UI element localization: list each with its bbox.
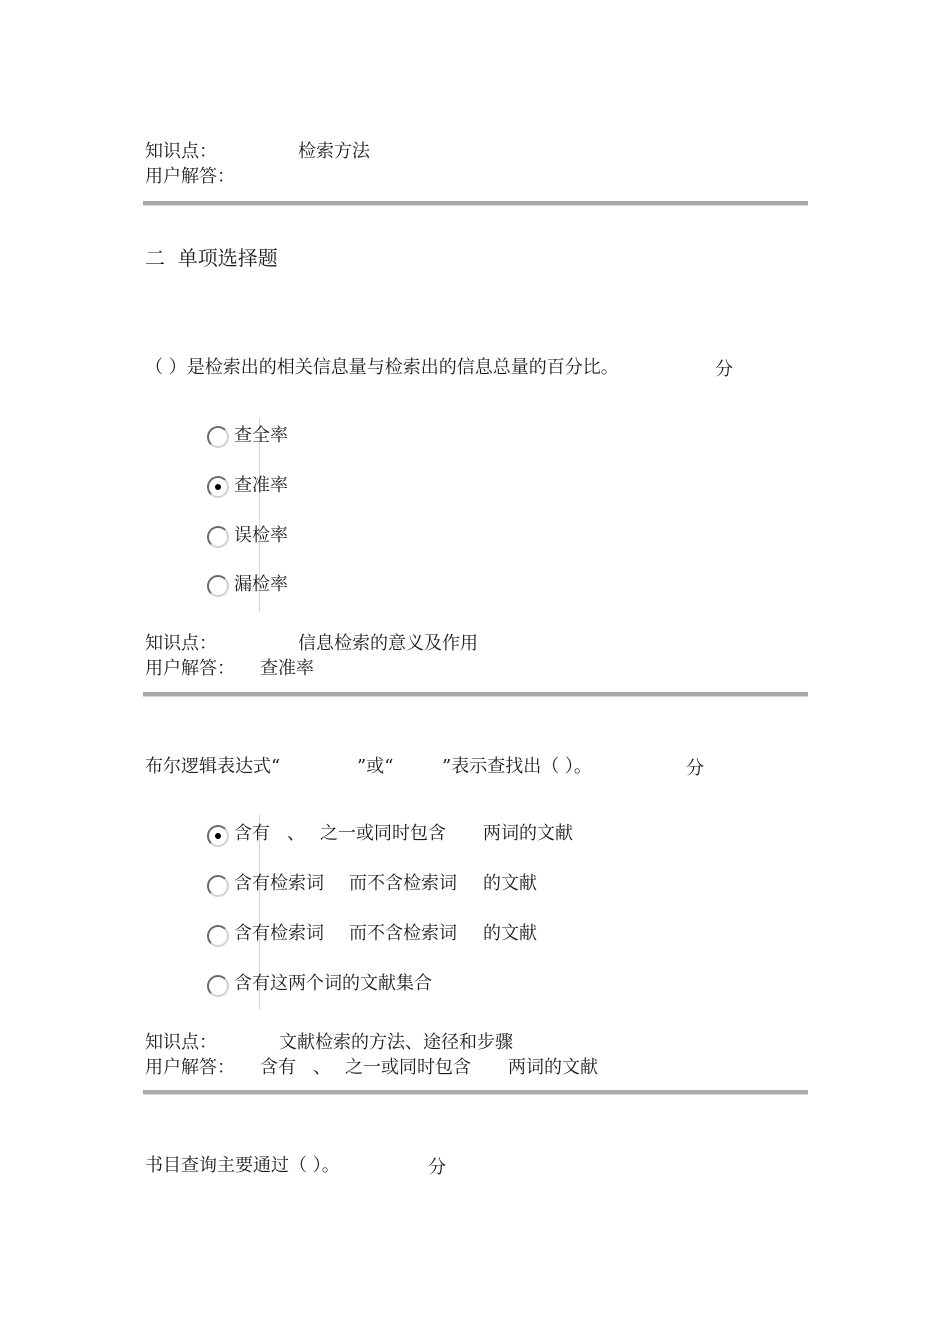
- q2-option-2-part3: 的文献: [483, 873, 537, 894]
- question-2-text-part1: 布尔逻辑表达式“: [145, 756, 281, 777]
- q2-option-3-part2: 而不含检索词: [349, 923, 457, 944]
- question-1-score: 分: [715, 359, 733, 380]
- q1-user-answer-label: 用户解答：: [145, 658, 235, 679]
- q2-option-radio-2[interactable]: [207, 875, 229, 897]
- question-2-text-part3: ”表示查找出（ ）。: [442, 756, 592, 777]
- q2-option-1-part4: 两词的文献: [483, 823, 573, 844]
- q2-option-radio-3[interactable]: [207, 925, 229, 947]
- q2-user-answer-part4: 两词的文献: [508, 1057, 598, 1078]
- q1-option-label-1: 查全率: [234, 425, 288, 446]
- question-1-text: （ ）是检索出的相关信息量与检索出的信息总量的百分比。: [145, 357, 619, 378]
- q2-option-2-part2: 而不含检索词: [349, 873, 457, 894]
- radio-selected-dot: [215, 833, 221, 839]
- q2-user-answer-part2: 、: [313, 1057, 331, 1078]
- q2-option-radio-1[interactable]: [207, 825, 229, 847]
- section-title: 二 单项选择题: [145, 246, 278, 270]
- q1-knowledge-point-value: 信息检索的意义及作用: [298, 633, 478, 654]
- q2-option-1-part2: 、: [287, 823, 305, 844]
- radio-selected-dot: [215, 484, 221, 490]
- q2-option-1-part3: 之一或同时包含: [320, 823, 446, 844]
- question-3-text: 书目查询主要通过（ ）。: [145, 1155, 340, 1176]
- q1-option-radio-1[interactable]: [207, 426, 229, 448]
- question-2-score: 分: [686, 758, 704, 779]
- q1-option-radio-2[interactable]: [207, 476, 229, 498]
- q2-option-2-part1: 含有检索词: [234, 873, 324, 894]
- q2-user-answer-part1: 含有: [260, 1057, 296, 1078]
- q1-option-label-3: 误检率: [234, 525, 288, 546]
- knowledge-point-value: 检索方法: [298, 141, 370, 162]
- question-2-text-part2: ”或“: [357, 756, 394, 777]
- q1-option-radio-3[interactable]: [207, 526, 229, 548]
- divider: [143, 1090, 808, 1095]
- divider: [143, 692, 808, 697]
- q2-option-3-part3: 的文献: [483, 923, 537, 944]
- q1-user-answer-value: 查准率: [260, 658, 314, 679]
- user-answer-label: 用户解答：: [145, 166, 235, 187]
- divider: [143, 201, 808, 206]
- q1-option-label-4: 漏检率: [234, 574, 288, 595]
- q1-option-label-2: 查准率: [234, 475, 288, 496]
- q2-knowledge-point-value: 文献检索的方法、途径和步骤: [279, 1032, 513, 1053]
- q1-knowledge-point-label: 知识点：: [145, 633, 217, 654]
- q2-option-1-part1: 含有: [234, 823, 270, 844]
- knowledge-point-label: 知识点：: [145, 141, 217, 162]
- question-3-score: 分: [428, 1157, 446, 1178]
- q2-option-4-label: 含有这两个词的文献集合: [234, 973, 432, 994]
- q2-user-answer-label: 用户解答：: [145, 1057, 235, 1078]
- q2-option-radio-4[interactable]: [207, 975, 229, 997]
- q2-user-answer-part3: 之一或同时包含: [345, 1057, 471, 1078]
- q1-option-radio-4[interactable]: [207, 575, 229, 597]
- q2-knowledge-point-label: 知识点：: [145, 1032, 217, 1053]
- q2-option-3-part1: 含有检索词: [234, 923, 324, 944]
